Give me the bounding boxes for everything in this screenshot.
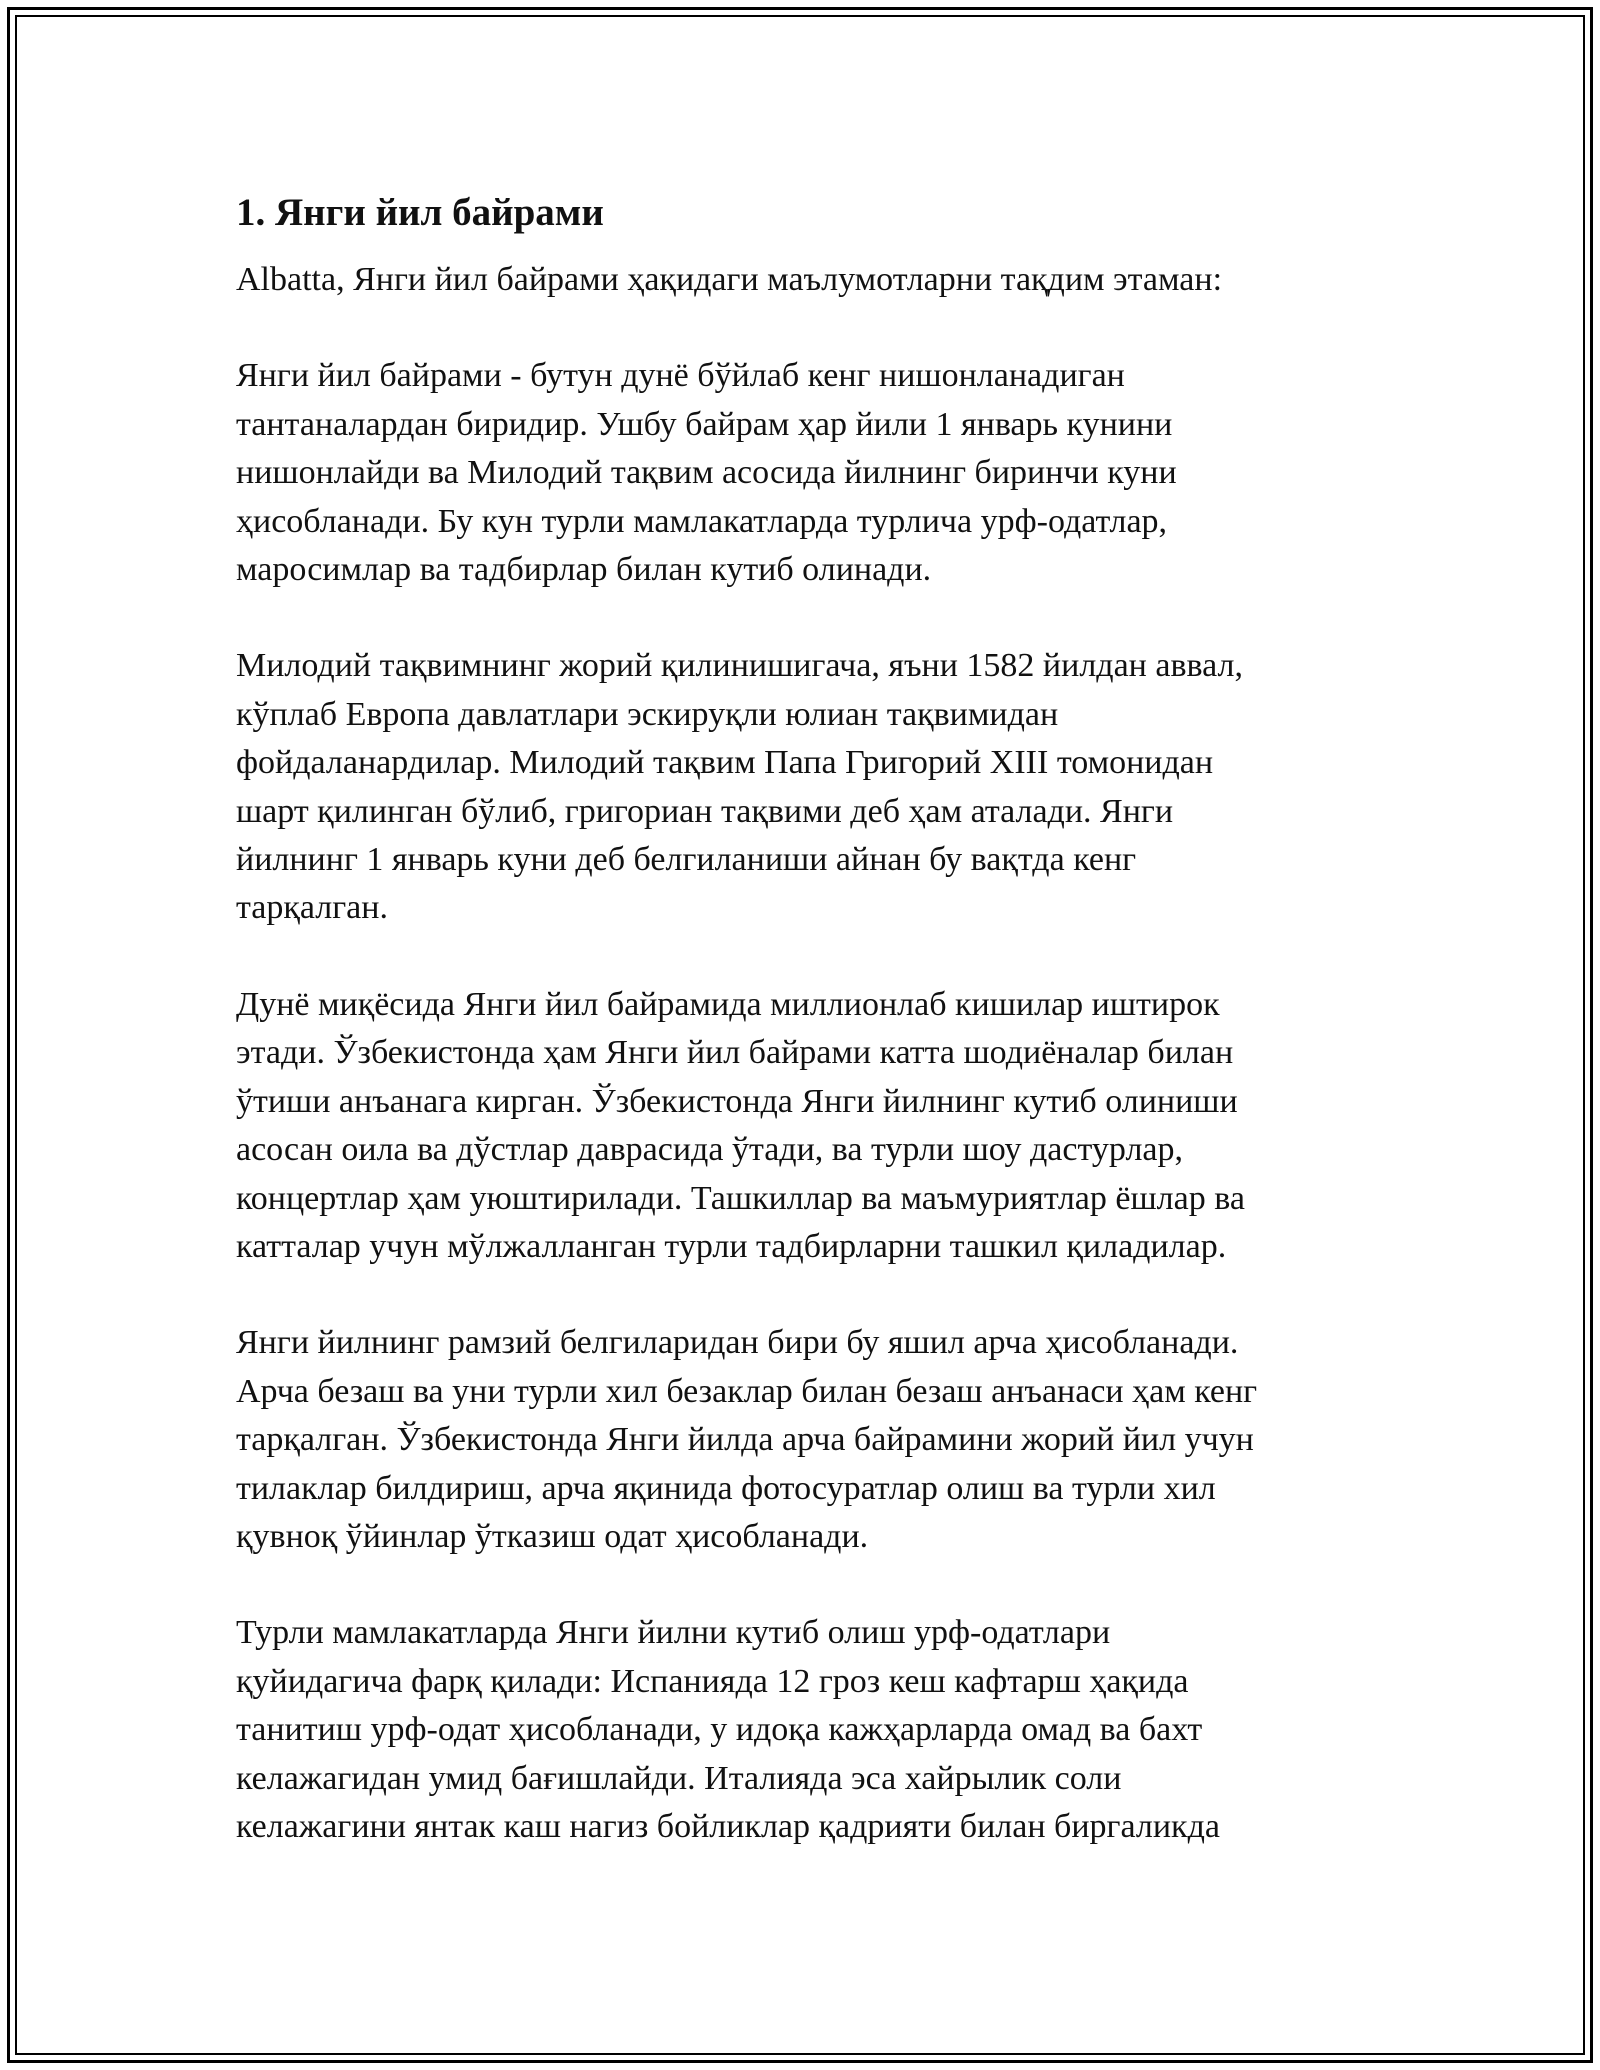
paragraph-world-customs: Турли мамлакатларда Янги йилни кутиб олиш урф-одатлари қуйидагича фарқ қилади: Испанияда 12 гроз кеш кафтарш ҳақида танитиш урф-одат ҳисобланади, у идоқа кажҳарларда омад ва бахт келажагидан умид бағишлайди. Италияда эса хайрылик соли келажагини янтак каш нагиз бойликлар қадрияти билан биргаликда bbox=[236, 1614, 1220, 1845]
paragraph-overview: Янги йил байрами - бутун дунё бўйлаб кенг нишонланадиган тантаналардан биридир. Ушбу байрам ҳар йили 1 январь кунини нишонлайди ва Милодий тақвим асосида йилнинг биринчи куни ҳисобланади. Бу кун турли мамлакатларда турлича урф-одатлар, маросимлар ва тадбирлар билан кутиб олинади. bbox=[236, 357, 1177, 589]
paragraph-calendar-history: Милодий тақвимнинг жорий қилинишигача, яъни 1582 йилдан аввал, кўплаб Европа давлатлари эскируқли юлиан тақвимидан фойдаланардилар. Милодий тақвим Папа Григорий XIII томонидан шарт қилинган бўлиб, григориан тақвими деб ҳам аталади. Янги йилнинг 1 январь куни деб белгиланиши айнан бу вақтда кенг тарқалган. bbox=[236, 647, 1243, 927]
paragraph-uzbekistan-celebration: Дунё миқёсида Янги йил байрамида миллионлаб кишилар иштирок этади. Ўзбекистонда ҳам Янги йил байрами катта шодиёналар билан ўтиши анъанага кирган. Ўзбекистонда Янги йилнинг кутиб олиниши асосан оила ва дўстлар даврасида ўтади, ва турли шоу дастурлар, концертлар ҳам уюштирилади. Ташкиллар ва маъмуриятлар ёшлар ва катталар учун мўлжалланган турли тадбирларни ташкил қиладилар. bbox=[236, 985, 1245, 1265]
intro-paragraph: Albatta, Янги йил байрами ҳақидаги маълумотларни тақдим этаман: bbox=[236, 261, 1223, 298]
document-heading: 1. Янги йил байрами bbox=[236, 191, 604, 234]
document-body bbox=[236, 186, 1366, 1899]
paragraph-tree-tradition: Янги йилнинг рамзий белгиларидан бири бу яшил арча ҳисобланади. Арча безаш ва уни турли хил безаклар билан безаш анъанаси ҳам кенг тарқалган. Ўзбекистонда Янги йилда арча байрамини жорий йил учун тилаклар билдириш, арча яқинида фотосуратлар олиш ва турли хил қувноқ ўйинлар ўтказиш одат ҳисобланади. bbox=[236, 1324, 1258, 1555]
